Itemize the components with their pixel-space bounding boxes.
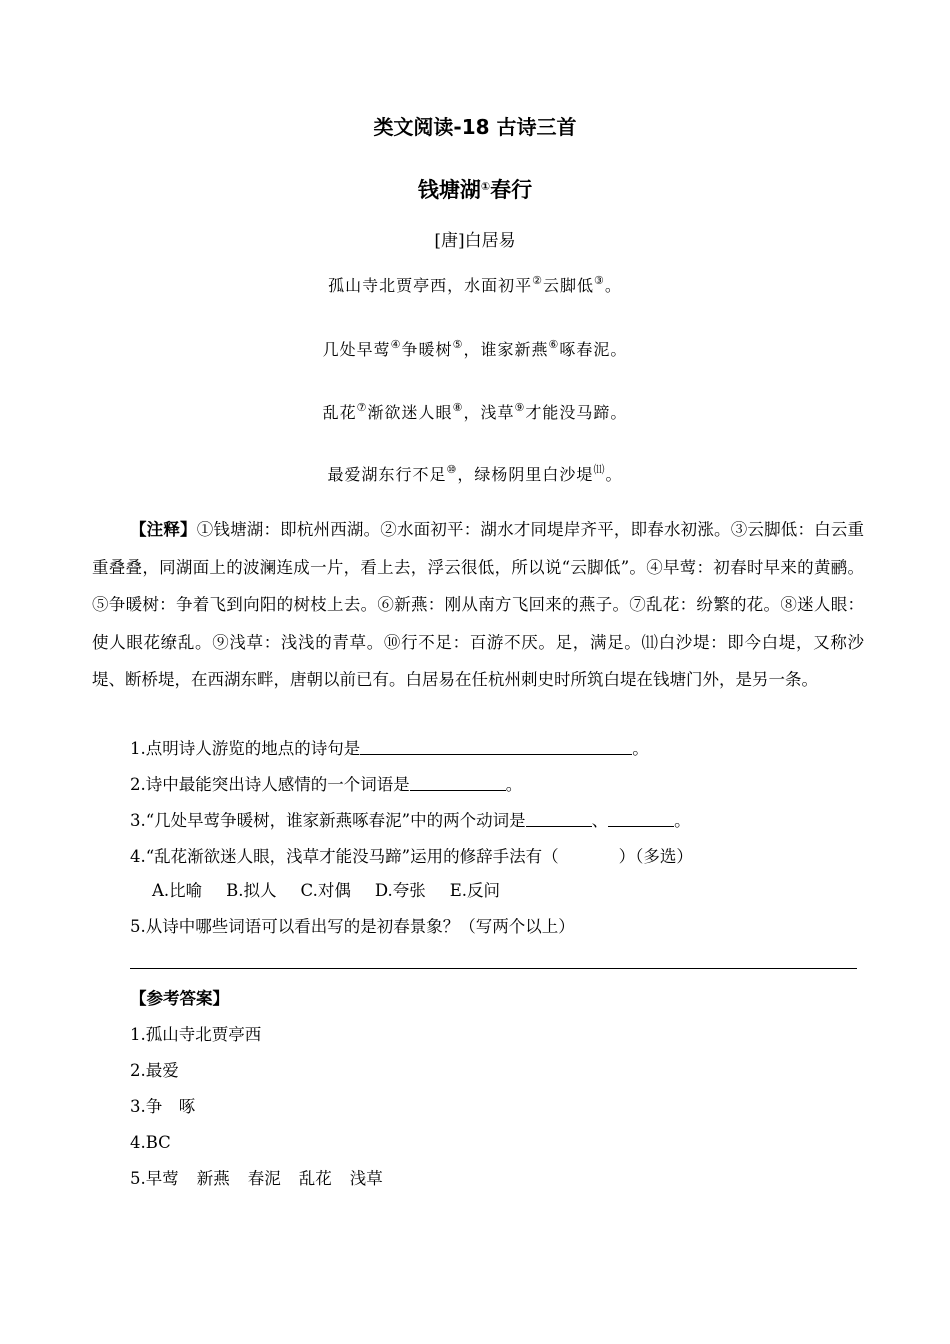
section-divider <box>130 968 857 969</box>
poem-text: 渐欲迷人眼 <box>367 403 453 422</box>
footnote-mark: ⑧ <box>452 401 464 414</box>
answer-4: 4.BC <box>130 1133 171 1152</box>
poem-text: ，浅草 <box>463 403 515 422</box>
question-text: 4.“乱花渐欲迷人眼，浅草才能没马蹄”运用的修辞手法有（ <box>130 847 559 866</box>
poem-text: 孤山寺北贾亭西，水面初平 <box>328 276 533 295</box>
poem-text: ，绿杨阴里白沙堤 <box>457 465 594 484</box>
question-1 <box>130 735 649 763</box>
poem-line-3 <box>0 400 950 426</box>
footnote-mark: ② <box>532 274 543 287</box>
answer-1: 1.孤山寺北贾亭西 <box>130 1025 262 1044</box>
poem-text: 最爱湖东行不足 <box>327 465 447 484</box>
poem-text: 啄春泥。 <box>559 340 628 359</box>
poem-text: 。 <box>604 276 622 295</box>
answer-blank[interactable] <box>608 808 674 827</box>
document-title: 类文阅读-18 古诗三首 <box>373 115 577 139</box>
footnote-mark: ⑤ <box>452 338 464 351</box>
poem-line-4 <box>0 462 950 488</box>
option-d: D.夸张 <box>374 881 426 900</box>
poem-text: ，谁家新燕 <box>463 340 549 359</box>
question-text: 1.点明诗人游览的地点的诗句是 <box>130 739 361 758</box>
option-b: B.拟人 <box>226 881 277 900</box>
poem-line-1 <box>0 273 950 299</box>
poem-line-2 <box>0 337 950 363</box>
option-e: E.反问 <box>449 881 501 900</box>
answer-word: 早莺 <box>145 1169 179 1188</box>
answer-3: 3.争 啄 <box>130 1097 196 1116</box>
option-a: A.比喻 <box>152 881 203 900</box>
poem-text: 几处早莺 <box>322 340 391 359</box>
poem-text: 争暖树 <box>401 340 453 359</box>
question-text: 3.“几处早莺争暖树，谁家新燕啄春泥”中的两个动词是 <box>130 811 526 830</box>
poem-author: [唐]白居易 <box>434 231 516 251</box>
question-text: 、 <box>591 811 609 830</box>
poem-text: 云脚低 <box>542 276 594 295</box>
question-text: 。 <box>505 775 523 794</box>
question-2 <box>130 771 522 799</box>
question-text: 2.诗中最能突出诗人感情的一个词语是 <box>130 775 410 794</box>
annotation-label: 【注释】 <box>130 520 197 539</box>
question-3 <box>130 807 691 835</box>
footnote-mark: ① <box>480 180 491 193</box>
question-text: 。 <box>674 811 691 830</box>
footnote-mark: ⑥ <box>548 338 560 351</box>
question-text: ）（多选） <box>618 847 693 866</box>
question-text: 。 <box>632 739 649 758</box>
answer-blank[interactable] <box>360 736 632 755</box>
annotation-text: ①钱塘湖：即杭州西湖。②水面初平：湖水才同堤岸齐平，即春水初涨。③云脚低：白云重重叠叠，同湖面上的波澜连成一片，看上去，浮云很低，所以说“云脚低”。④早莺：初春时早来的黄鹂。⑤争暖树：争着飞到向阳的树枝上去。⑥新燕：刚从南方飞回来的燕子。⑦乱花：纷繁的花。⑧迷人眼：使人眼花缭乱。⑨浅草：浅浅的青草。⑩行不足：百游不厌。足，满足。⑾白沙堤：即今白堤，又称沙堤、断桥堤，在西湖东畔，唐朝以前已有。白居易在任杭州刺史时所筑白堤在钱塘门外，是另一条。 <box>92 520 865 689</box>
poem-text: 才能没马蹄。 <box>525 403 628 422</box>
answer-5 <box>130 1165 401 1193</box>
poem-title <box>0 174 950 206</box>
poem-text: 。 <box>605 465 623 484</box>
question-4 <box>130 843 693 871</box>
answer-blank[interactable] <box>526 808 592 827</box>
footnote-mark: ⑾ <box>593 463 606 476</box>
poem-text: 乱花 <box>322 403 357 422</box>
poem-title-suffix: 春行 <box>490 178 533 202</box>
footnote-mark: ⑦ <box>356 401 368 414</box>
footnote-mark: ③ <box>594 274 605 287</box>
footnote-mark: ⑨ <box>514 401 526 414</box>
answer-word: 新燕 <box>196 1169 230 1188</box>
answer-word: 浅草 <box>349 1169 383 1188</box>
question-4-options <box>152 877 524 905</box>
footnote-mark: ④ <box>390 338 402 351</box>
answer-2: 2.最爱 <box>130 1061 179 1080</box>
annotation-paragraph <box>92 511 864 699</box>
poem-title-text: 钱塘湖 <box>417 178 481 202</box>
question-5 <box>130 913 575 941</box>
option-c: C.对偶 <box>300 881 351 900</box>
answer-prefix: 5. <box>130 1169 146 1188</box>
answer-word: 春泥 <box>247 1169 281 1188</box>
answer-heading: 【参考答案】 <box>130 989 229 1008</box>
footnote-mark: ⑩ <box>446 463 458 476</box>
answer-word: 乱花 <box>298 1169 332 1188</box>
answer-blank[interactable] <box>410 772 506 791</box>
question-text: 5.从诗中哪些词语可以看出写的是初春景象？（写两个以上） <box>130 917 575 936</box>
